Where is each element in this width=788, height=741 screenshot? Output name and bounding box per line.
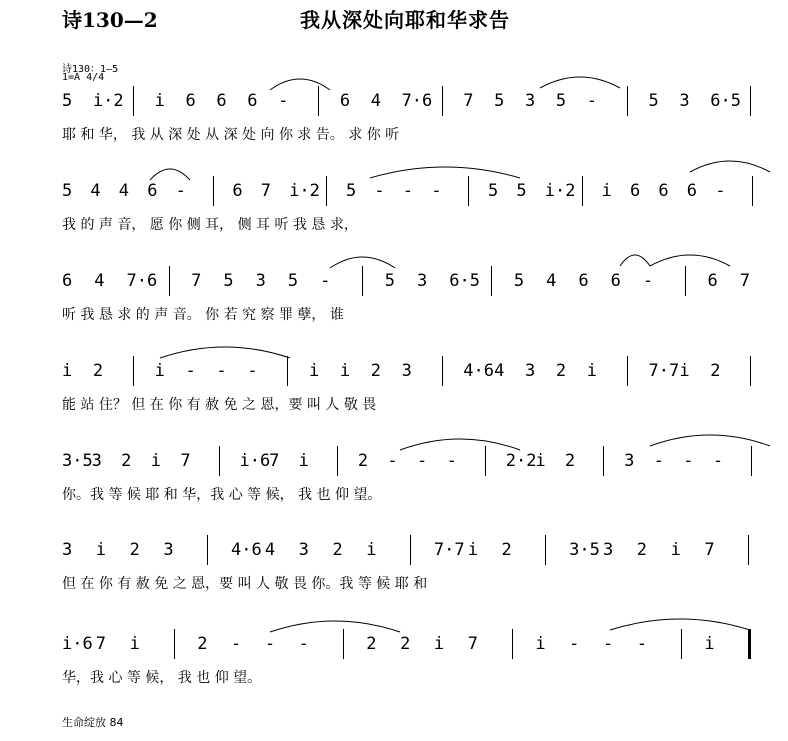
key-signature: 1=A 4/4	[62, 72, 105, 83]
note: 2	[370, 361, 381, 381]
note: i	[62, 361, 73, 381]
note: i	[95, 540, 107, 560]
note: 5	[513, 271, 525, 291]
notation-system	[0, 182, 788, 262]
barline	[169, 266, 170, 296]
note: i	[535, 634, 546, 654]
note: 5	[494, 91, 505, 111]
note: 6·5	[710, 91, 741, 111]
lyric-line: 能 站 住？ 但 在 你 有 赦 免 之 恩，要 叫 人 敬 畏	[62, 397, 377, 413]
barline	[337, 446, 338, 476]
note: 2	[400, 634, 411, 654]
note: 3	[624, 451, 635, 471]
note: 2	[332, 540, 343, 560]
note: 4	[94, 271, 105, 291]
note: 5	[516, 181, 527, 201]
note: 2	[366, 634, 377, 654]
note: 2	[564, 451, 576, 471]
notation-system	[0, 635, 788, 715]
barline	[468, 176, 469, 206]
note: 6	[185, 91, 196, 111]
note: i	[670, 540, 681, 560]
note: 7	[467, 634, 478, 654]
note: -	[298, 634, 309, 654]
note: 5	[62, 91, 73, 111]
note: 3	[91, 451, 102, 471]
barline	[343, 629, 344, 659]
note: i	[535, 451, 546, 471]
note: 4·6	[231, 540, 262, 560]
note: -	[264, 634, 276, 654]
note: i	[129, 634, 140, 654]
note: 2	[129, 540, 140, 560]
barline	[750, 86, 751, 116]
note: 2·2	[505, 451, 537, 471]
lyric-line: 你。我 等 候 耶 和 华，我 心 等 候， 我 也 仰 望。	[62, 487, 382, 503]
note: 4	[546, 271, 557, 291]
barline	[133, 356, 134, 386]
note: 2	[357, 451, 369, 471]
note: 5	[223, 271, 234, 291]
barline	[442, 86, 443, 116]
book-footer: 生命绽放 84	[62, 716, 124, 729]
note: 7·6	[126, 271, 158, 291]
note: i·2	[289, 181, 320, 201]
note: i·6	[239, 451, 271, 471]
note: 7	[95, 634, 107, 654]
notation-system	[0, 92, 788, 172]
lyric-line: 耶 和 华， 我 从 深 处 从 深 处 向 你 求 告。 求 你 听	[62, 127, 400, 143]
note: 3	[525, 361, 536, 381]
note: 5	[62, 181, 73, 201]
note: -	[602, 634, 614, 654]
note: 6	[247, 91, 258, 111]
barline	[362, 266, 363, 296]
note: -	[715, 181, 726, 201]
note: 6	[578, 271, 589, 291]
note: 6	[147, 181, 158, 201]
barline	[750, 356, 751, 386]
note: i	[704, 634, 715, 654]
note: 7·6	[401, 91, 433, 111]
note: 6	[232, 181, 243, 201]
note: -	[231, 634, 242, 654]
notation-system	[0, 541, 788, 621]
barline	[442, 356, 443, 386]
note: 6	[686, 181, 698, 201]
note: 4	[90, 181, 101, 201]
barline	[681, 629, 682, 659]
note: 2	[92, 361, 104, 381]
note: 4	[264, 540, 276, 560]
note: -	[216, 361, 227, 381]
note: i	[366, 540, 377, 560]
lyric-line: 我 的 声 音， 愿 你 侧 耳， 侧 耳 听 我 恳 求，	[62, 217, 358, 233]
note: 3	[62, 540, 73, 560]
barline	[213, 176, 214, 206]
note: -	[402, 181, 414, 201]
note: -	[320, 271, 331, 291]
note: -	[387, 451, 398, 471]
note: 7	[704, 540, 715, 560]
note: 6	[62, 271, 73, 291]
barline	[748, 535, 749, 565]
note: 2	[636, 540, 647, 560]
barline	[207, 535, 208, 565]
note: 3	[401, 361, 412, 381]
note: 7	[463, 91, 474, 111]
barline	[219, 446, 220, 476]
barline	[410, 535, 411, 565]
note: 2	[501, 540, 512, 560]
notation-system	[0, 362, 788, 442]
note: -	[569, 634, 580, 654]
note: 7·7	[433, 540, 465, 560]
note: 6	[707, 271, 718, 291]
barline	[512, 629, 513, 659]
note: 2	[555, 361, 567, 381]
note: 3	[679, 91, 690, 111]
note: i	[586, 361, 598, 381]
lyric-line: 华，我 心 等 候， 我 也 仰 望。	[62, 670, 262, 686]
barline	[751, 446, 752, 476]
note: i·2	[544, 181, 576, 201]
barline	[627, 356, 628, 386]
note: 3	[298, 540, 309, 560]
lyric-line: 听 我 恳 求 的 声 音。 你 若 究 察 罪 孽， 谁	[62, 307, 344, 323]
note: -	[278, 91, 289, 111]
note: 7	[180, 451, 191, 471]
note: 7·7	[648, 361, 680, 381]
note: -	[374, 181, 385, 201]
note: -	[185, 361, 196, 381]
barline	[174, 629, 175, 659]
note: i	[150, 451, 161, 471]
note: -	[642, 271, 654, 291]
note: 4	[370, 91, 381, 111]
note: -	[175, 181, 186, 201]
note: 3·5	[62, 451, 93, 471]
final-barline	[748, 629, 751, 659]
barline	[491, 266, 492, 296]
note: 5	[346, 181, 357, 201]
note: 2	[710, 361, 721, 381]
barline	[603, 446, 604, 476]
note: 7	[191, 271, 202, 291]
note: 7	[269, 451, 280, 471]
note: 3	[417, 271, 428, 291]
barline	[133, 86, 134, 116]
note: i	[154, 91, 165, 111]
note: 5	[287, 271, 299, 291]
note: i·6	[62, 634, 93, 654]
note: 3	[163, 540, 174, 560]
barline	[326, 176, 327, 206]
note: i	[679, 361, 690, 381]
note: -	[653, 451, 664, 471]
note: 2	[197, 634, 208, 654]
song-title: 我从深处向耶和华求告	[300, 8, 510, 32]
note: 3	[255, 271, 266, 291]
lyric-line: 但 在 你 有 赦 免 之 恩，要 叫 人 敬 畏 你。我 等 候 耶 和	[62, 576, 428, 592]
barline	[582, 176, 583, 206]
note: i·2	[92, 91, 124, 111]
note: 6	[630, 181, 641, 201]
note: 4·6	[463, 361, 495, 381]
note: -	[431, 181, 442, 201]
note: 3	[525, 91, 536, 111]
barline	[287, 356, 288, 386]
note: i	[467, 540, 478, 560]
note: -	[712, 451, 724, 471]
note: i	[433, 634, 445, 654]
note: 5	[384, 271, 395, 291]
note: 2	[121, 451, 132, 471]
note: 6	[658, 181, 669, 201]
note: -	[586, 91, 598, 111]
note: 6	[216, 91, 227, 111]
barline	[685, 266, 686, 296]
note: i	[339, 361, 351, 381]
note: i	[601, 181, 612, 201]
note: 4	[118, 181, 130, 201]
notation-system	[0, 452, 788, 532]
note: 6	[339, 91, 351, 111]
note: i	[154, 361, 165, 381]
note: -	[247, 361, 258, 381]
note: 5	[488, 181, 499, 201]
barline	[545, 535, 546, 565]
note: -	[446, 451, 457, 471]
note: 3·5	[569, 540, 600, 560]
note: 5	[648, 91, 659, 111]
notation-system	[0, 272, 788, 352]
note: -	[417, 451, 428, 471]
barline	[318, 86, 319, 116]
psalm-number: 诗130—2	[62, 8, 158, 32]
barline	[752, 176, 753, 206]
note: 3	[602, 540, 614, 560]
note: i	[298, 451, 309, 471]
note: 7	[260, 181, 272, 201]
note: i	[308, 361, 320, 381]
barline	[627, 86, 628, 116]
note: 4	[494, 361, 505, 381]
note: -	[636, 634, 647, 654]
note: -	[683, 451, 694, 471]
barline	[485, 446, 486, 476]
note: 7	[739, 271, 750, 291]
note: 6	[610, 271, 621, 291]
note: 6·5	[449, 271, 480, 291]
scripture-reference: 诗130：1—5	[62, 64, 119, 75]
note: 5	[555, 91, 567, 111]
